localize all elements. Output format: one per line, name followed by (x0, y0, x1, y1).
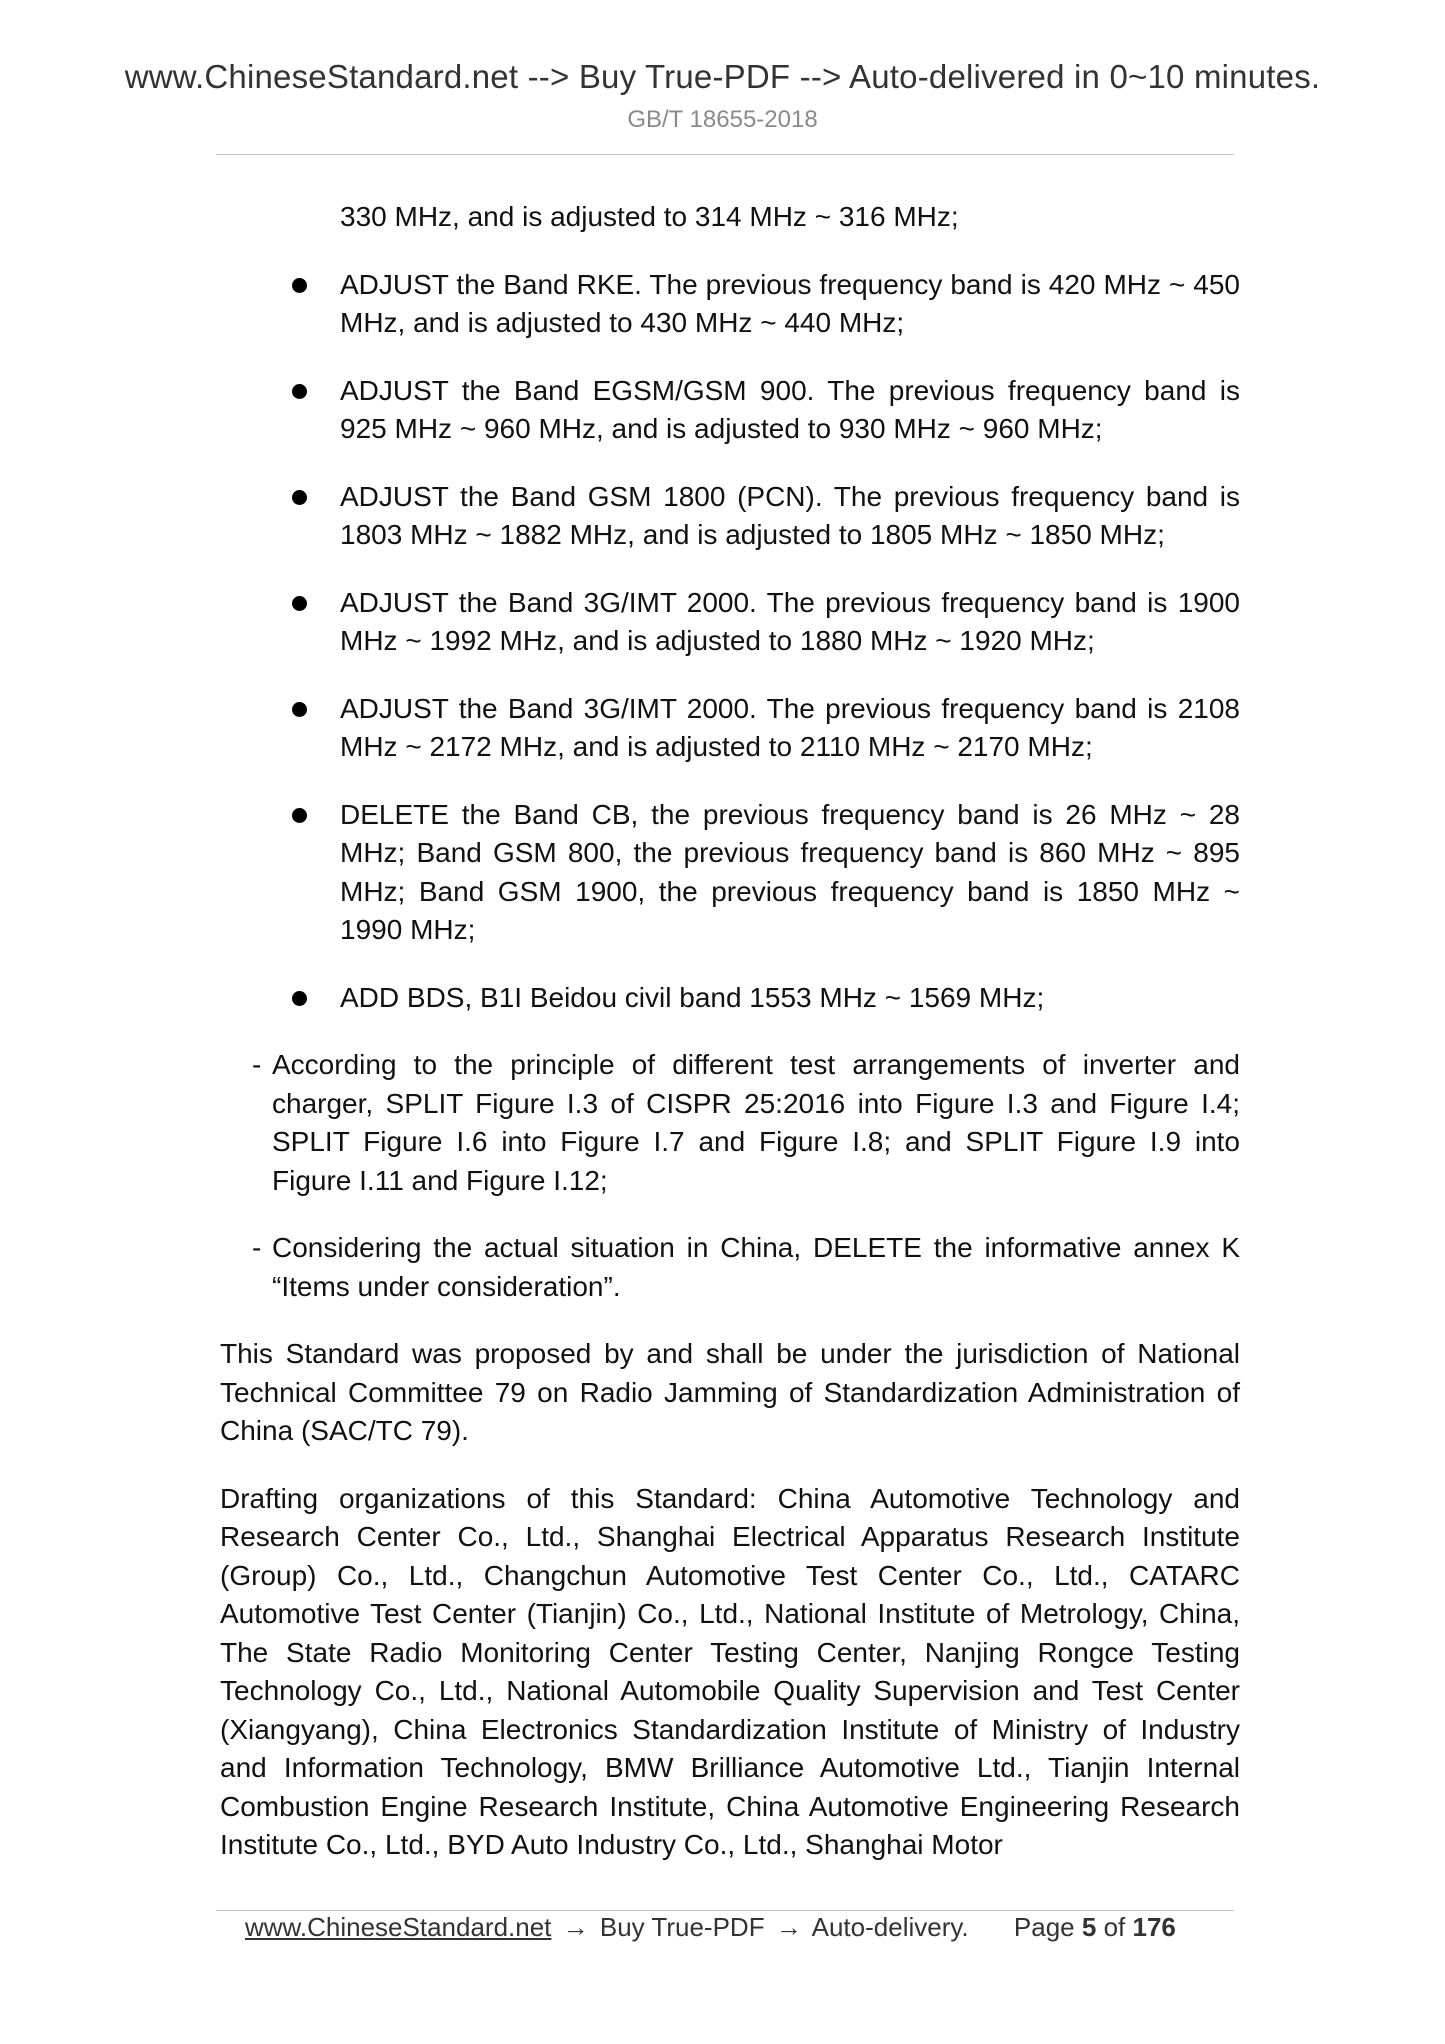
dash-marker: - (252, 1232, 262, 1263)
dash-item (220, 1046, 1240, 1200)
arrow-right-icon: → (562, 1912, 589, 1942)
bullet-dot-icon (292, 278, 307, 293)
jurisdiction-paragraph: This Standard was proposed by and shall be under the jurisdiction of National Technical Committee 79 on Radio Jamming of Standardization Administration of China (SAC/TC 79). (220, 1338, 1240, 1446)
header-banner: www.ChineseStandard.net --> Buy True-PDF --> Auto-delivered in 0~10 minutes. (124, 58, 1321, 95)
dash-item (220, 1229, 1240, 1306)
bullet-dot-icon (292, 596, 307, 611)
bullet-text: DELETE the Band CB, the previous frequency band is 26 MHz ~ 28 MHz; Band GSM 800, the previous frequency band is 860 MHz ~ 895 MHz; Band GSM 1900, the previous frequency band is 1850 MHz ~ 1990 MHz; (340, 798, 1240, 945)
bullet-text: ADJUST the Band 3G/IMT 2000. The previous frequency band is 1900 MHz ~ 1992 MHz, and is adjusted to 1880 MHz ~ 1920 MHz; (340, 586, 1240, 656)
bullet-item (220, 372, 1240, 449)
arrow-right-icon: → (775, 1912, 802, 1942)
total-pages: 176 (1132, 1912, 1176, 1942)
bullet-dot-icon (292, 702, 307, 717)
site-link[interactable]: www.ChineseStandard.net (245, 1912, 552, 1942)
dash-item-text: Considering the actual situation in China, DELETE the informative annex K “Items under consideration”. (272, 1232, 1240, 1302)
of-label: of (1103, 1912, 1126, 1942)
bullet-text: ADJUST the Band GSM 1800 (PCN). The previous frequency band is 1803 MHz ~ 1882 MHz, and is adjusted to 1805 MHz ~ 1850 MHz; (340, 480, 1240, 550)
bullet-text: ADD BDS, B1I Beidou civil band 1553 MHz ~ 1569 MHz; (340, 981, 1045, 1013)
footer-divider (216, 1910, 1234, 1911)
document-body (220, 198, 1240, 1894)
dash-item-text: According to the principle of different test arrangements of inverter and charger, SPLIT Figure I.3 of CISPR 25:2016 into Figure I.3 and Figure I.4; SPLIT Figure I.6 into Figure I.7 and Figure I.8; and SPLIT Figure I.9 into Figure I.11 and Figure I.12; (272, 1049, 1240, 1196)
page-label: Page (1013, 1912, 1075, 1942)
bullet-dot-icon (292, 384, 307, 399)
header-divider (216, 154, 1234, 155)
bullet-dot-icon (292, 490, 307, 505)
bullet-item (220, 266, 1240, 343)
page-footer (245, 1912, 1245, 1943)
delivery-text: Auto-delivery. (811, 1912, 969, 1942)
continuation-line: 330 MHz, and is adjusted to 314 MHz ~ 316 MHz; (340, 201, 959, 232)
bullet-dot-icon (292, 991, 307, 1006)
dash-marker: - (252, 1049, 262, 1080)
bullet-text: ADJUST the Band EGSM/GSM 900. The previous frequency band is 925 MHz ~ 960 MHz, and is adjusted to 930 MHz ~ 960 MHz; (340, 374, 1240, 444)
bullet-text: ADJUST the Band RKE. The previous frequency band is 420 MHz ~ 450 MHz, and is adjusted to 430 MHz ~ 440 MHz; (340, 268, 1240, 338)
bullet-item (220, 979, 1240, 1018)
bullet-text: ADJUST the Band 3G/IMT 2000. The previous frequency band is 2108 MHz ~ 2172 MHz, and is adjusted to 2110 MHz ~ 2170 MHz; (340, 692, 1240, 762)
standard-code: GB/T 18655-2018 (627, 106, 818, 133)
page-indicator (1014, 1912, 1176, 1942)
bullet-item (220, 796, 1240, 950)
bullet-item (220, 690, 1240, 767)
buy-text: Buy True-PDF (599, 1912, 765, 1942)
bullet-item (220, 584, 1240, 661)
page-number: 5 (1081, 1912, 1097, 1942)
bullet-dot-icon (292, 808, 307, 823)
drafting-organizations-paragraph: Drafting organizations of this Standard: China Automotive Technology and Research Center Co., Ltd., Shanghai Electrical Apparatus Research Institute (Group) Co., Ltd., Changchun Automotive Test Center Co., Ltd., CATARC Automotive Test Center (Tianjin) Co., Ltd., National Institute of Metrology, China, The State Radio Monitoring Center Testing Center, Nanjing Rongce Testing Technology Co., Ltd., National Automobile Quality Supervision and Test Center (Xiangyang), China Electronics Standardization Institute of Ministry of Industry and Information Technology, BMW Brilliance Automotive Ltd., Tianjin Internal Combustion Engine Research Institute, China Automotive Engineering Research Institute Co., Ltd., BYD Auto Industry Co., Ltd., Shanghai Motor (220, 1482, 1240, 1860)
bullet-item (220, 478, 1240, 555)
